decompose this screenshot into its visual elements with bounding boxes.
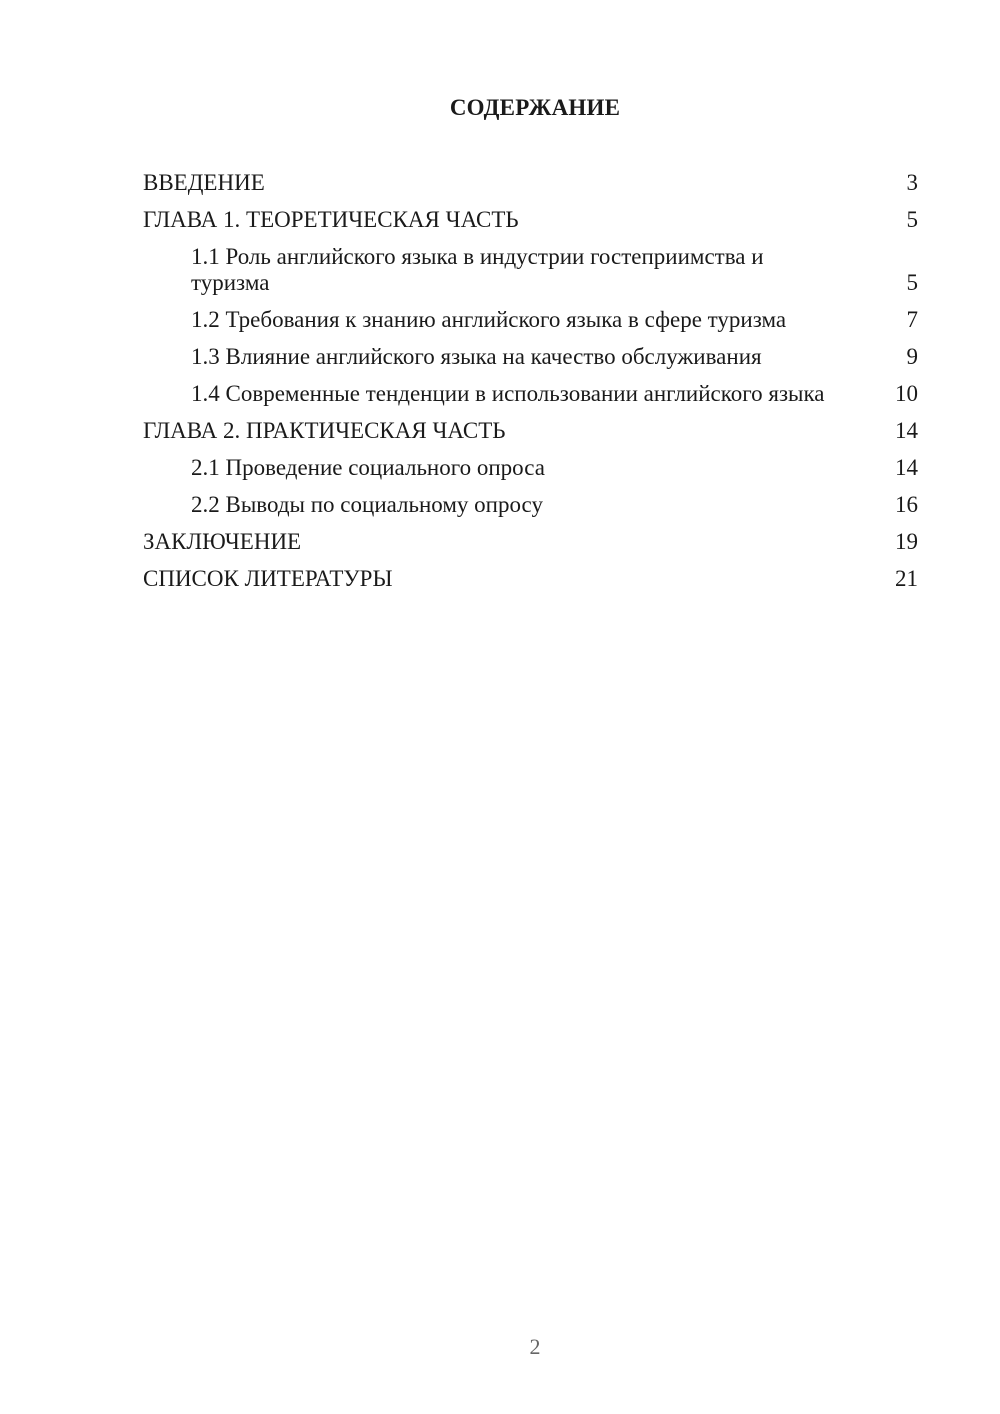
toc-entry-page-number: 16 [895,492,918,517]
toc-entry-label: ГЛАВА 2. ПРАКТИЧЕСКАЯ ЧАСТЬ [143,418,506,443]
toc-entry-label: 1.4 Современные тенденции в использовании английского языка [191,381,825,406]
toc-entry-references[interactable] [143,566,918,592]
toc-entry-label: ЗАКЛЮЧЕНИЕ [143,529,302,554]
toc-entry-label: 1.1 Роль английского языка в индустрии гостеприимства и туризма [191,244,764,295]
toc-entry-section-1-3[interactable] [143,344,918,370]
toc-entry-page-number: 21 [895,566,918,591]
toc-entry-section-2-1[interactable] [143,455,918,481]
page-title: СОДЕРЖАНИЕ [449,95,621,120]
toc-entry-page-number: 3 [906,170,918,195]
toc-entry-label: СПИСОК ЛИТЕРАТУРЫ [143,566,393,591]
toc-entry-page-number: 14 [895,455,918,480]
toc-entry-chapter-1[interactable] [143,207,918,233]
toc-entry-page-number: 19 [895,529,918,554]
toc-entry-page-number: 5 [906,270,918,295]
toc-entry-label: 2.2 Выводы по социальному опросу [191,492,543,517]
toc-entry-section-1-4[interactable] [143,381,918,407]
toc-entry-label: 1.3 Влияние английского языка на качество обслуживания [191,344,762,369]
toc-entry-conclusion[interactable] [143,529,918,555]
toc-entry-page-number: 14 [895,418,918,443]
table-of-contents [143,170,918,603]
toc-entry-page-number: 9 [906,344,918,369]
toc-entry-section-2-2[interactable] [143,492,918,518]
toc-entry-label: ВВЕДЕНИЕ [143,170,265,195]
toc-entry-introduction[interactable] [143,170,918,196]
toc-entry-page-number: 5 [906,207,918,232]
toc-entry-page-number: 10 [895,381,918,406]
toc-entry-chapter-2[interactable] [143,418,918,444]
toc-entry-section-1-2[interactable] [143,307,918,333]
toc-entry-section-1-1[interactable] [143,244,918,296]
toc-entry-label: ГЛАВА 1. ТЕОРЕТИЧЕСКАЯ ЧАСТЬ [143,207,519,232]
page-number: 2 [529,1334,541,1359]
toc-entry-page-number: 7 [906,307,918,332]
toc-entry-label: 1.2 Требования к знанию английского языка в сфере туризма [191,307,787,332]
toc-entry-label: 2.1 Проведение социального опроса [191,455,545,480]
